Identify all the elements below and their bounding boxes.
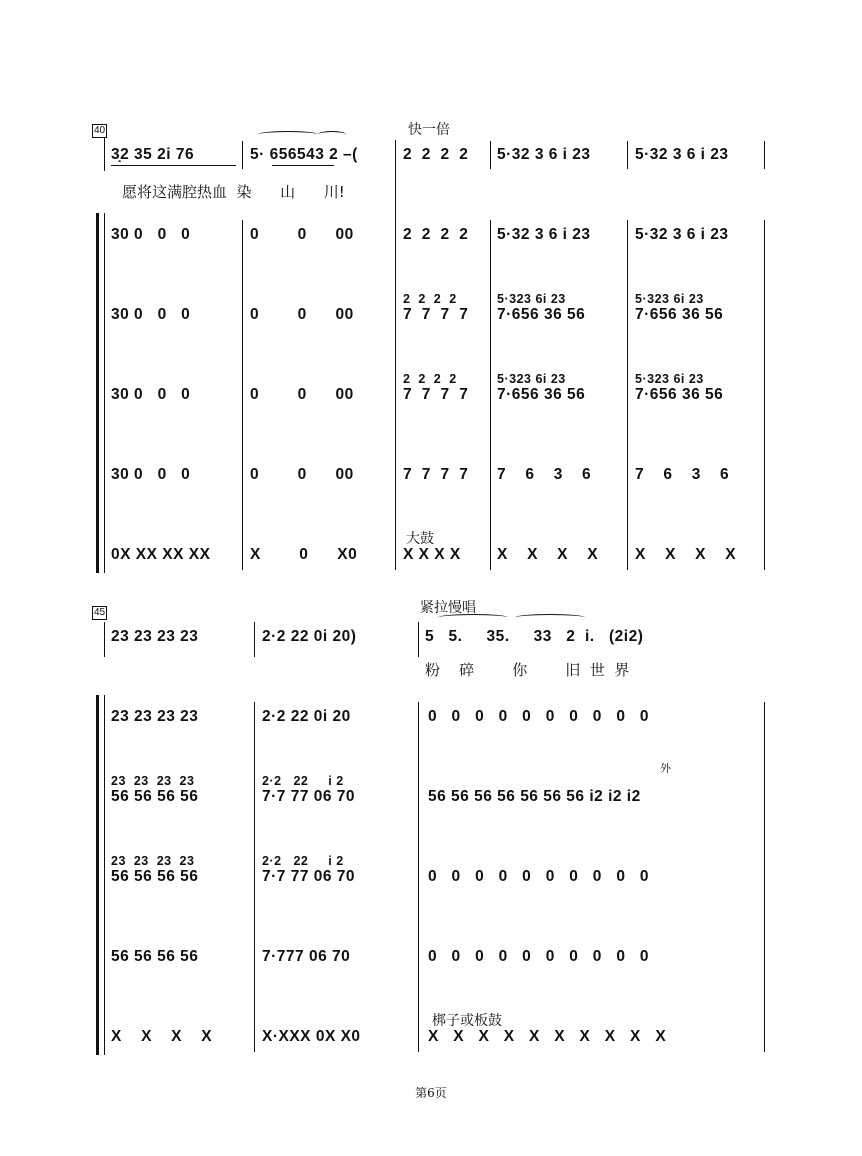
part-1-notation: 23 23 23 23 xyxy=(111,708,199,725)
part-3-upper: 5·323 6i 23 xyxy=(635,372,704,386)
voice-notation: 5·32 3 6 i 23 xyxy=(497,146,591,163)
percussion-notation: X X X X xyxy=(635,546,737,563)
part-3-notation: 7·656 36 56 xyxy=(635,386,724,403)
part-4-notation: 56 56 56 56 xyxy=(111,948,199,965)
voice-notation: 3̣2 35 2i 76 xyxy=(111,146,195,163)
voice-notation: 5·32 3 6 i 23 xyxy=(635,146,729,163)
system-bracket xyxy=(96,695,99,1055)
part-1-notation: 30 0 0 0 xyxy=(111,226,191,243)
part-3-notation: 30 0 0 0 xyxy=(111,386,191,403)
slur xyxy=(318,131,346,138)
part-4-notation: 7 7 7 7 xyxy=(403,466,469,483)
part-2-notation: 7·7 77 06 70 xyxy=(262,788,356,805)
voice-notation: 5· 656543 2 –( xyxy=(250,146,358,163)
part-2-upper: 2 2 2 2 xyxy=(403,292,457,306)
part-1-notation: 2 2 2 2 xyxy=(403,226,469,243)
percussion-label: 梆子或板鼓 xyxy=(432,1013,502,1029)
part-2-upper: 2·2 22 i 2 xyxy=(262,774,344,788)
part-3-upper: 23 23 23 23 xyxy=(111,854,195,868)
part-4-notation: 30 0 0 0 xyxy=(111,466,191,483)
extra-mark: 外 xyxy=(660,762,671,775)
slur xyxy=(438,614,508,621)
part-2-notation: 7 7 7 7 xyxy=(403,306,469,323)
part-2-upper: 5·323 6i 23 xyxy=(497,292,566,306)
percussion-notation: X X X X xyxy=(403,546,461,563)
voice-notation: 2 2 2 2 xyxy=(403,146,469,163)
part-2-notation: 7·656 36 56 xyxy=(635,306,724,323)
part-3-notation: 7·7 77 06 70 xyxy=(262,868,356,885)
part-4-notation: 7 6 3 6 xyxy=(635,466,730,483)
part-1-notation: 5·32 3 6 i 23 xyxy=(497,226,591,243)
part-3-notation: 7·656 36 56 xyxy=(497,386,586,403)
part-3-upper: 5·323 6i 23 xyxy=(497,372,566,386)
part-1-notation: 0 0 00 xyxy=(250,226,354,243)
percussion-notation: X X X X xyxy=(497,546,599,563)
part-2-upper: 5·323 6i 23 xyxy=(635,292,704,306)
percussion-label: 大鼓 xyxy=(406,531,434,547)
part-2-upper: 23 23 23 23 xyxy=(111,774,195,788)
part-4-notation: 7 6 3 6 xyxy=(497,466,592,483)
beam xyxy=(272,165,334,166)
part-3-notation: 0 0 0 0 0 0 0 0 0 0 xyxy=(428,868,649,885)
part-1-notation: 0 0 0 0 0 0 0 0 0 0 xyxy=(428,708,649,725)
percussion-notation: X 0 X0 xyxy=(250,546,358,563)
part-2-notation: 56 56 56 56 56 56 56 i2 i2 i2 xyxy=(428,788,641,805)
measure-number: 40 xyxy=(94,125,106,136)
part-1-notation: 2·2 22 0i 20 xyxy=(262,708,351,725)
part-4-notation: 0 0 0 0 0 0 0 0 0 0 xyxy=(428,948,649,965)
part-3-upper: 2 2 2 2 xyxy=(403,372,457,386)
part-1-notation: 5·32 3 6 i 23 xyxy=(635,226,729,243)
beam xyxy=(111,165,236,166)
lyrics: 粉 碎 你 旧 世 界 xyxy=(425,661,630,679)
slur xyxy=(515,614,585,621)
slur xyxy=(258,131,318,138)
part-3-notation: 0 0 00 xyxy=(250,386,354,403)
system-bracket xyxy=(96,213,99,573)
part-3-notation: 7 7 7 7 xyxy=(403,386,469,403)
part-2-notation: 56 56 56 56 xyxy=(111,788,199,805)
part-3-notation: 56 56 56 56 xyxy=(111,868,199,885)
part-2-notation: 30 0 0 0 xyxy=(111,306,191,323)
tempo-mark: 紧拉慢唱 xyxy=(420,600,476,616)
voice-notation: 2·2 22 0i 20) xyxy=(262,628,357,645)
part-3-upper: 2·2 22 i 2 xyxy=(262,854,344,868)
percussion-notation: 0X XX XX XX xyxy=(111,546,211,563)
part-4-notation: 0 0 00 xyxy=(250,466,354,483)
part-2-notation: 0 0 00 xyxy=(250,306,354,323)
voice-notation: 23 23 23 23 xyxy=(111,628,199,645)
percussion-notation: X·XXX 0X X0 xyxy=(262,1028,361,1045)
percussion-notation: X X X X xyxy=(111,1028,213,1045)
lyrics: 愿将这满腔热血 染 山 川! xyxy=(122,183,345,201)
part-2-notation: 7·656 36 56 xyxy=(497,306,586,323)
percussion-notation: X X X X X X X X X X xyxy=(428,1028,667,1045)
tempo-mark: 快一倍 xyxy=(408,122,450,138)
voice-notation: 5 5. 35. 33 2 i. (2i2) xyxy=(425,628,644,645)
page-footer: 第6页 xyxy=(415,1086,447,1100)
part-4-notation: 7·777 06 70 xyxy=(262,948,351,965)
measure-number: 45 xyxy=(94,607,106,618)
